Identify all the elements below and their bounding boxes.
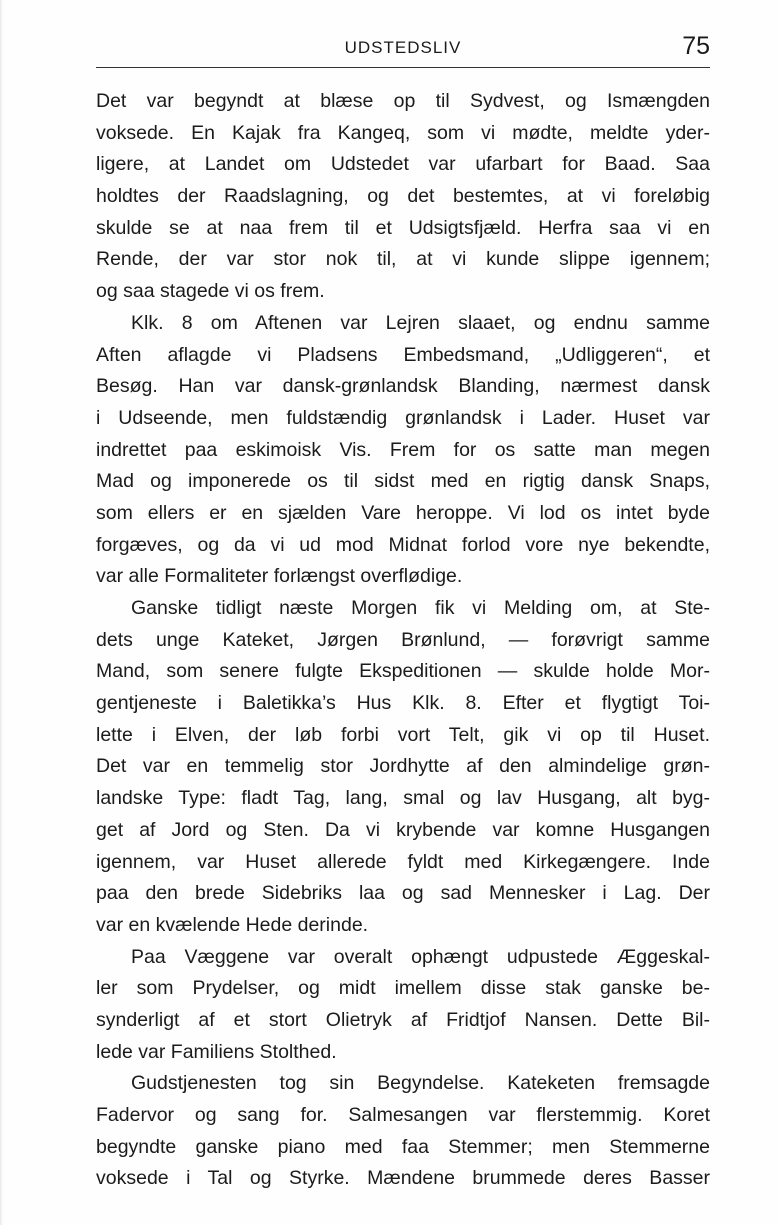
text-line: Det var begyndt at blæse op til Sydvest, og Ismængden — [96, 90, 710, 112]
text-line: Mad og imponerede os til sidst med en rigtig dansk Snaps, — [96, 470, 710, 493]
text-line: ler som Prydelser, og midt imellem disse stak ganske be- — [96, 977, 710, 1000]
text-line: voksede. En Kajak fra Kangeq, som vi mødte, meldte yder- — [96, 121, 710, 144]
text-line: igennem, var Huset allerede fyldt med Kirkegængere. Inde — [96, 850, 710, 873]
text-line: lette i Elven, der løb forbi vort Telt, gik vi op til Huset. — [96, 723, 710, 746]
page-edge-shadow — [0, 0, 3, 1225]
running-head: UDSTEDSLIV — [344, 38, 462, 57]
text-line: Det var en temmelig stor Jordhytte af den almindelige grøn- — [96, 755, 710, 778]
text-line: Fadervor og sang for. Salmesangen var flerstemmig. Koret — [96, 1104, 710, 1126]
text-line: voksede i Tal og Styrke. Mændene brummede deres Basser — [96, 1167, 710, 1190]
body-text — [96, 86, 710, 1195]
text-line: Rende, der var stor nok til, at vi kunde slippe igennem; — [96, 248, 710, 271]
text-line: get af Jord og Sten. Da vi krybende var komne Husgangen — [96, 818, 710, 841]
text-line: dets unge Kateket, Jørgen Brønlund, — forøvrigt samme — [96, 628, 710, 651]
paragraph — [96, 1068, 710, 1195]
text-line: begyndte ganske piano med faa Stemmer; men Stemmerne — [96, 1135, 710, 1158]
page-number: 75 — [682, 32, 710, 60]
text-line: Ganske tidligt næste Morgen fik vi Melding om, at Ste- — [131, 597, 710, 619]
text-line: var en kvælende Hede derinde. — [96, 913, 369, 936]
text-line: som ellers er en sjælden Vare heroppe. Vi lod os intet byde — [96, 501, 710, 524]
paragraph — [96, 593, 710, 942]
header-rule — [96, 67, 710, 68]
text-line: var alle Formaliteter forlængst overflødige. — [96, 565, 463, 588]
text-line: forgæves, og da vi ud mod Midnat forlod vore nye bekendte, — [96, 533, 710, 556]
text-line: Gudstjenesten tog sin Begyndelse. Kateketen fremsagde — [131, 1072, 710, 1095]
text-line: lede var Familiens Stolthed. — [96, 1040, 337, 1063]
text-line: ligere, at Landet om Udstedet var ufarbart for Baad. Saa — [96, 153, 710, 176]
text-line: og saa stagede vi os frem. — [96, 280, 325, 303]
paragraph — [96, 86, 710, 308]
text-line: paa den brede Sidebriks laa og sad Mennesker i Lag. Der — [96, 882, 710, 905]
page-header — [96, 32, 710, 66]
text-line: synderligt af et stort Olietryk af Fridtjof Nansen. Dette Bil- — [96, 1008, 710, 1031]
text-line: Klk. 8 om Aftenen var Lejren slaaet, og endnu samme — [131, 311, 710, 334]
text-line: Mand, som senere fulgte Ekspeditionen — skulde holde Mor- — [96, 660, 710, 683]
text-line: Paa Væggene var overalt ophængt udpustede Æggeskal- — [131, 945, 710, 968]
text-line: holdtes der Raadslagning, og det bestemtes, at vi foreløbig — [96, 185, 710, 208]
text-line: Aften aflagde vi Pladsens Embedsmand, „Udliggeren“, et — [96, 343, 710, 366]
text-line: i Udseende, men fuldstændig grønlandsk i Lader. Huset var — [96, 406, 710, 429]
paragraph — [96, 942, 710, 1069]
text-line: Besøg. Han var dansk-grønlandsk Blanding, nærmest dansk — [96, 375, 710, 398]
text-line: gentjeneste i Baletikka’s Hus Klk. 8. Efter et flygtigt Toi- — [96, 692, 710, 715]
text-line: skulde se at naa frem til et Udsigtsfjæld. Herfra saa vi en — [96, 216, 710, 239]
paragraph — [96, 308, 710, 593]
text-line: landske Type: fladt Tag, lang, smal og lav Husgang, alt byg- — [96, 787, 710, 810]
text-line: indrettet paa eskimoisk Vis. Frem for os satte man megen — [96, 438, 710, 461]
